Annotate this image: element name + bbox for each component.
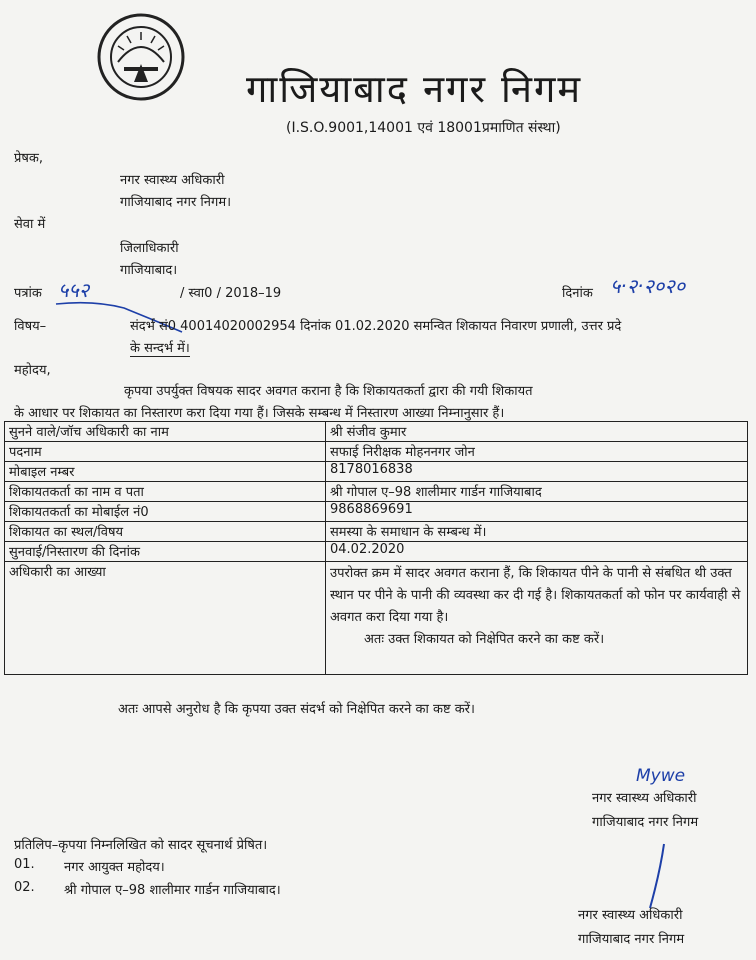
row-label: सुनने वाले/जॉच अधिकारी का नाम	[5, 422, 326, 442]
table-row	[5, 522, 748, 542]
signature-mark: Mywe	[636, 766, 686, 786]
handwritten-letter-number: ५५२	[58, 278, 90, 302]
signature2-line1: नगर स्वास्थ्य अधिकारी	[578, 908, 683, 923]
subject-line1: संदर्भ सं0 40014020002954 दिनांक 01.02.2020 समन्वित शिकायत निवारण प्रणाली, उत्तर प्रदे	[130, 319, 622, 334]
body-line1: कृपया उपर्युक्त विषयक सादर अवगत कराना है कि शिकायतकर्ता द्वारा की गयी शिकायत	[124, 384, 533, 399]
subject-label: विषय–	[14, 319, 47, 334]
remark-row	[5, 562, 748, 675]
table-row	[5, 542, 748, 562]
sender-label: प्रेषक,	[14, 151, 44, 166]
row-value: 8178016838	[326, 462, 748, 482]
signature1-line2: गाजियाबाद नगर निगम	[592, 815, 699, 830]
salutation: महोदय,	[14, 363, 51, 378]
recipient-line1: जिलाधिकारी	[120, 241, 179, 256]
date-label: दिनांक	[562, 286, 593, 301]
row-value: 9868869691	[326, 502, 748, 522]
row-value: 04.02.2020	[326, 542, 748, 562]
table-row	[5, 442, 748, 462]
municipal-seal-logo	[96, 12, 186, 102]
copy-item-text: नगर आयुक्त महोदय।	[64, 860, 165, 875]
copy-item-text: श्री गोपाल ए–98 शालीमार गार्डन गाजियाबाद।	[64, 883, 281, 898]
row-label: पदनाम	[5, 442, 326, 462]
copy-heading: प्रतिलिप–कृपया निम्नलिखित को सादर सूचनार्थ प्रेषित।	[14, 838, 268, 853]
row-label: शिकायतकर्ता का मोबाईल नं0	[5, 502, 326, 522]
remark-label: अधिकारी का आख्या	[5, 562, 326, 675]
recipient-label: सेवा में	[14, 217, 46, 232]
remark-text: उपरोक्त क्रम में सादर अवगत कराना हैं, कि शिकायत पीने के पानी से संबधित थी उक्त स्थान पर पीने के पानी की व्यवस्था कर दी गई है। शिकायतकर्ता को फोन पर कार्यवाही से अवगत करा दिया गया है।	[330, 566, 741, 625]
sender-line2: गाजियाबाद नगर निगम।	[120, 195, 232, 210]
handwritten-date: ५·२·२०२०	[610, 274, 686, 298]
signature1-line1: नगर स्वास्थ्य अधिकारी	[592, 791, 697, 806]
remark-closing: अतः उक्त शिकायत को निक्षेपित करने का कष्ट करें।	[364, 632, 605, 647]
row-label: शिकायतकर्ता का नाम व पता	[5, 482, 326, 502]
row-label: शिकायत का स्थल/विषय	[5, 522, 326, 542]
table-row	[5, 462, 748, 482]
resolution-details-table	[4, 421, 748, 675]
sender-line1: नगर स्वास्थ्य अधिकारी	[120, 173, 225, 188]
pen-signature-icon	[640, 842, 670, 912]
row-value: समस्या के समाधान के सम्बन्ध में।	[326, 522, 748, 542]
table-row	[5, 502, 748, 522]
row-label: सुनवाई/निस्तारण की दिनांक	[5, 542, 326, 562]
table-row	[5, 422, 748, 442]
request-line: अतः आपसे अनुरोध है कि कृपया उक्त संदर्भ को निक्षेपित करने का कष्ट करें।	[118, 702, 475, 717]
row-value: श्री गोपाल ए–98 शालीमार गार्डन गाजियाबाद	[326, 482, 748, 502]
table-row	[5, 482, 748, 502]
copy-item-no: 01.	[14, 857, 35, 872]
certification-subtitle: (I.S.O.9001,14001 एवं 18001प्रमाणित संस्था)	[286, 120, 561, 136]
recipient-line2: गाजियाबाद।	[120, 263, 178, 278]
page-title: गाजियाबाद नगर निगम	[246, 67, 583, 111]
signature2-line2: गाजियाबाद नगर निगम	[578, 932, 685, 947]
row-label: मोबाइल नम्बर	[5, 462, 326, 482]
row-value: सफाई निरीक्षक मोहननगर जोन	[326, 442, 748, 462]
subject-line2: के सन्दर्भ में।	[130, 338, 190, 357]
row-value: श्री संजीव कुमार	[326, 422, 748, 442]
reference-suffix: / स्वा0 / 2018–19	[180, 286, 282, 301]
copy-item-no: 02.	[14, 880, 35, 895]
remark-cell	[326, 562, 748, 675]
reference-label: पत्रांक	[14, 286, 42, 301]
body-line2: के आधार पर शिकायत का निस्तारण करा दिया गया हैं। जिसके सम्बन्ध में निस्तारण आख्या निम्नानुसार हैं।	[14, 406, 505, 421]
